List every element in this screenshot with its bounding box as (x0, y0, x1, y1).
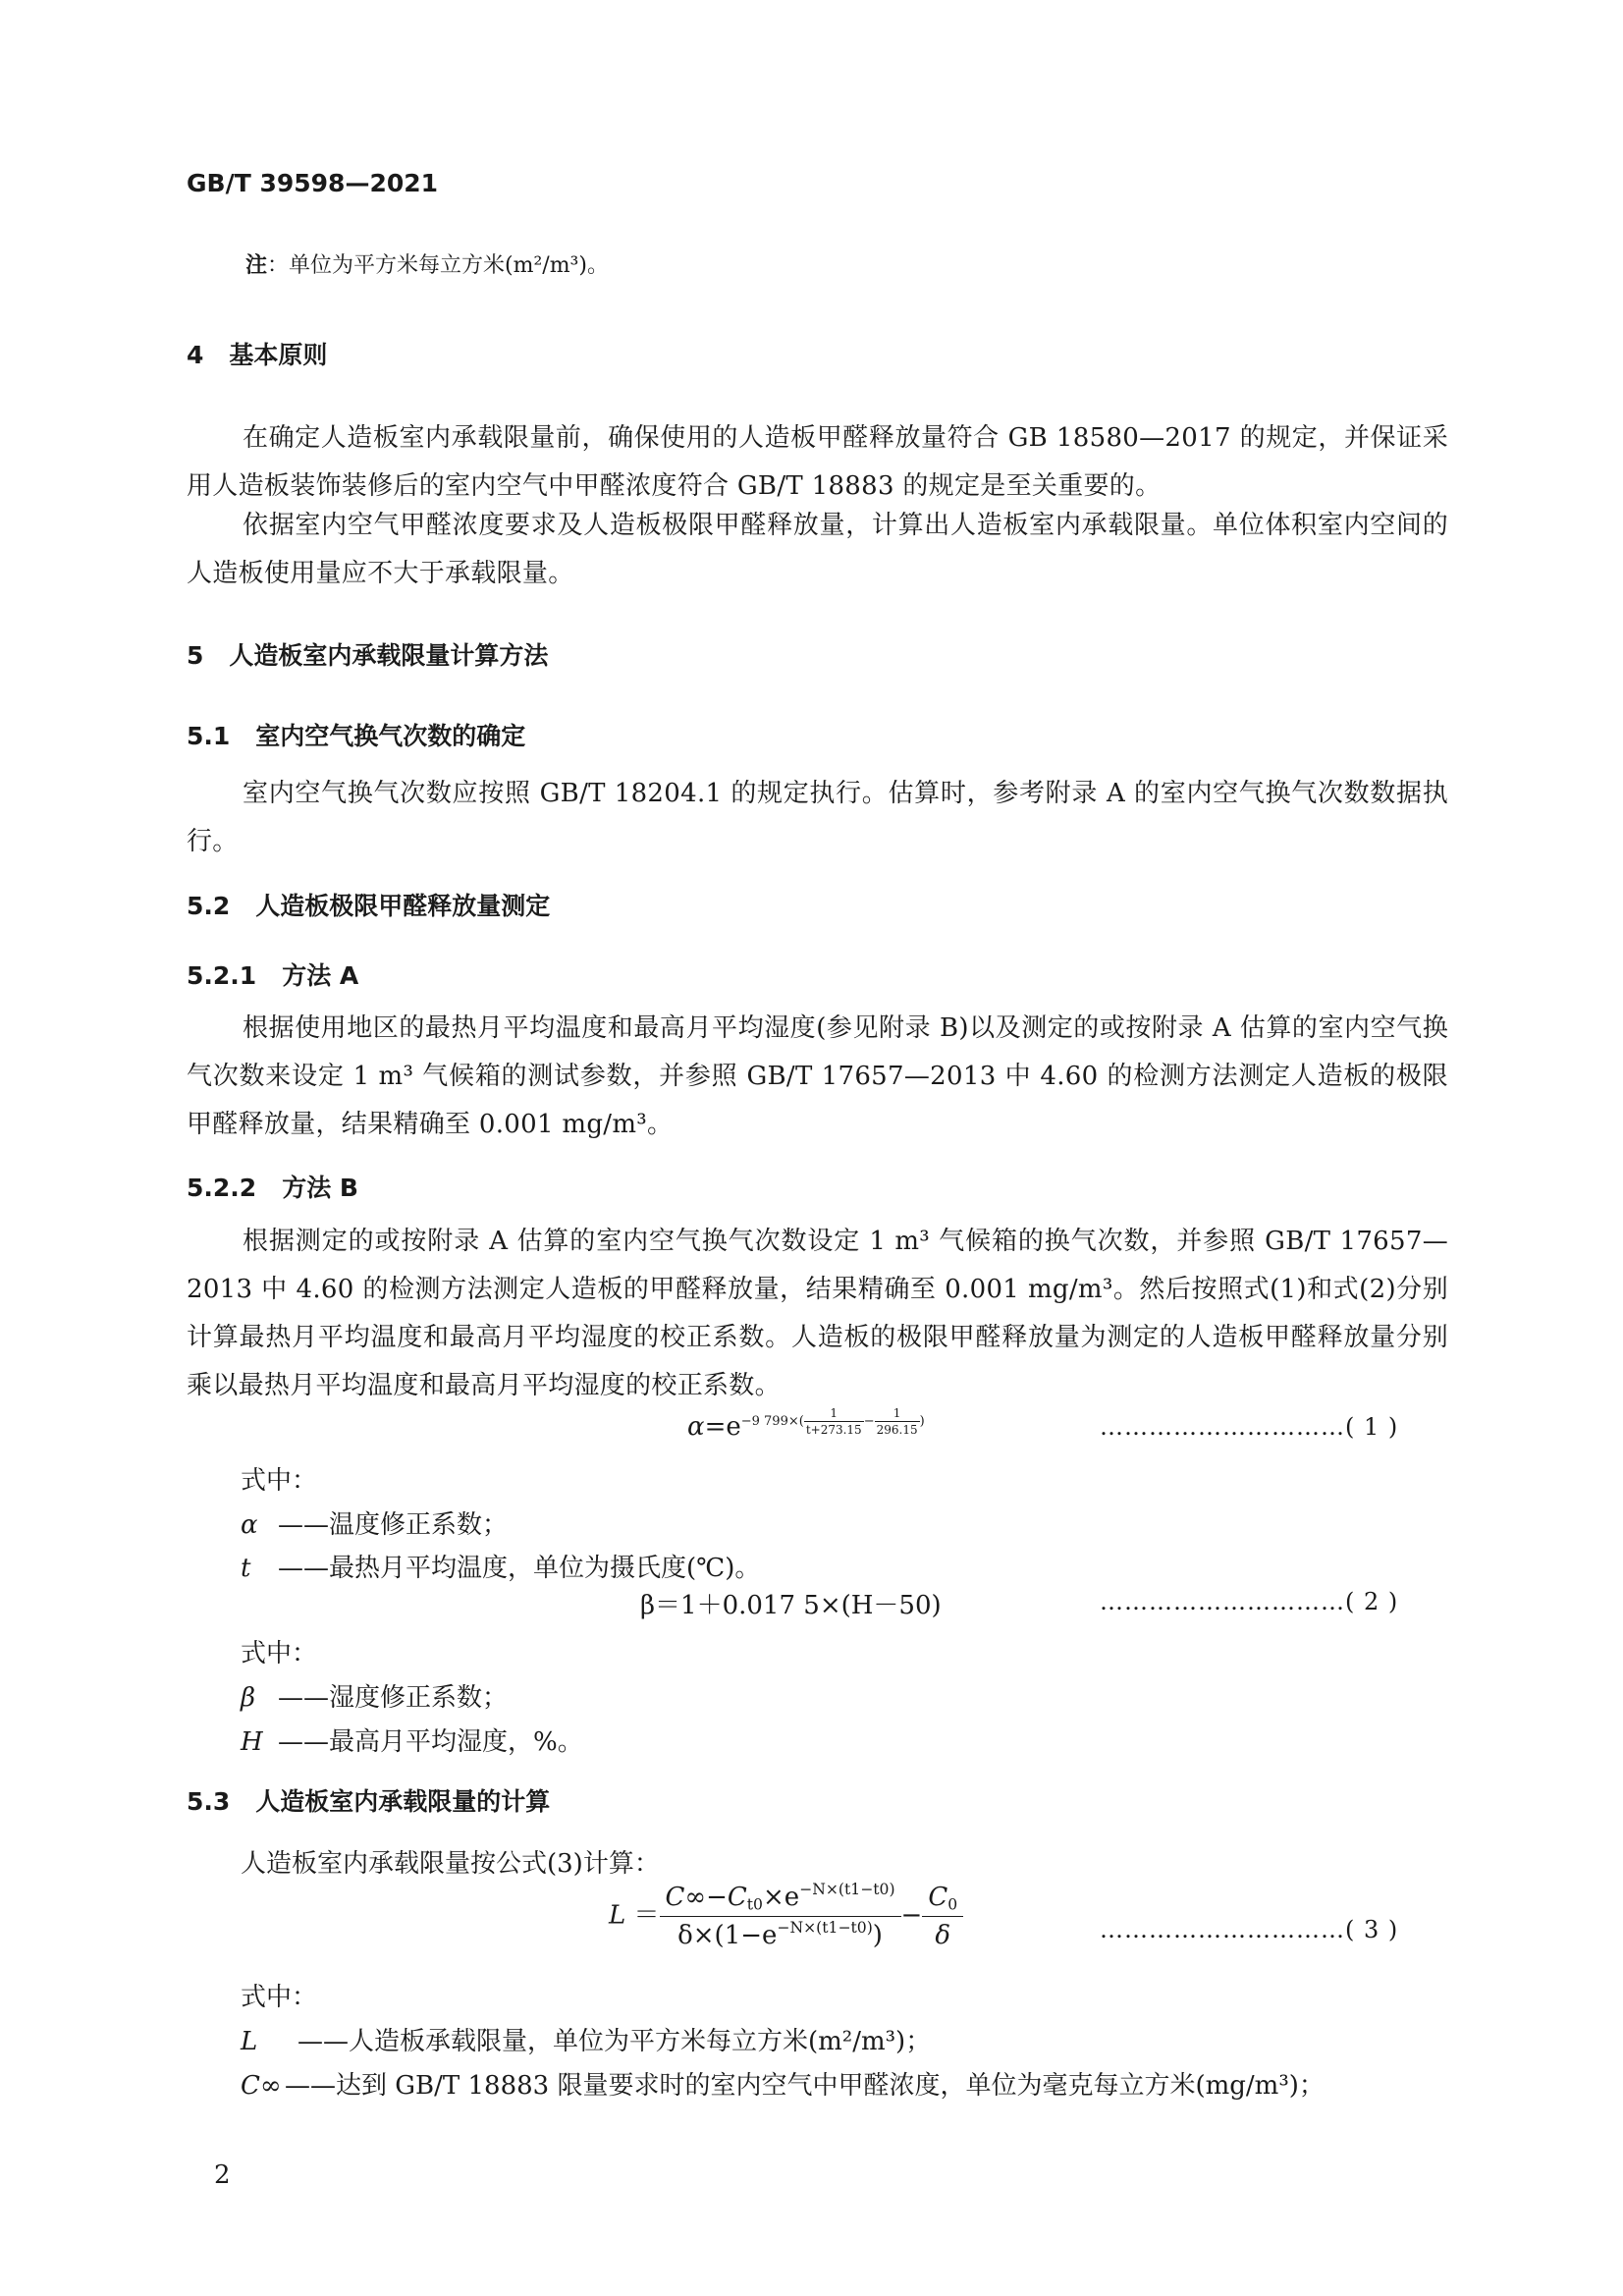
eq3-num-b: −C (706, 1883, 747, 1912)
eq3-frac2-num (922, 1883, 963, 1917)
section-title: 基本原则 (229, 341, 328, 369)
section-5-2-1-heading (187, 957, 358, 992)
section-title: 人造板室内承载限量计算方法 (229, 641, 549, 670)
eq3-den-a-exp: −N×(t1−t0) (777, 1919, 873, 1938)
eq1-exp-suffix: ) (919, 1414, 925, 1429)
equation-2-number: …………………………( 2 ) (1100, 1588, 1399, 1615)
eq3-frac2-num-sym: C (928, 1883, 948, 1912)
eq3-den-b: ) (872, 1921, 883, 1950)
def-beta-text: ——湿度修正系数； (278, 1683, 509, 1713)
def-Cinf (241, 2065, 1325, 2102)
def-beta-symbol: β (241, 1683, 256, 1713)
def-alpha-text: ——温度修正系数； (278, 1510, 509, 1540)
equation-3: L ＝ $\frac{C\infty-C_{t0}\times e^{-N\times(t1-t0)}}{\delta\times(1-e^{-N\times(t1-t0)})}$ − $\frac{C_0}{\delta}$ (609, 1883, 963, 1950)
def-L (241, 2021, 931, 2057)
section-title: 室内空气换气次数的确定 (255, 722, 526, 750)
section-5-2-2-heading (187, 1169, 358, 1204)
eq3-num-c-exp: −N×(t1−t0) (799, 1881, 895, 1899)
equation-2: β＝1＋0.017 5×(H－50) (640, 1591, 942, 1620)
equation-3-number: …………………………( 3 ) (1100, 1916, 1399, 1943)
def-Cinf-symbol: C∞ (241, 2071, 282, 2101)
eq3-frac2-num-sub: 0 (947, 1895, 958, 1914)
def-t-text: ——最热月平均温度，单位为摄氏度(℃)。 (278, 1554, 761, 1583)
equation-1-number: …………………………( 1 ) (1100, 1413, 1399, 1441)
note-label: 注 (245, 253, 268, 278)
def-L-symbol: L (241, 2027, 258, 2056)
where-label-1: 式中： (241, 1466, 318, 1496)
section-5-2-2-para: 根据测定的或按附录 A 估算的室内空气换气次数设定 1 m³ 气候箱的换气次数，并参照 GB/T 17657—2013 中 4.60 的检测方法测定人造板的甲醛释放量，结果精确至 0.001 mg/m³。然后按照式(1)和式(2)分别计算最热月平均温度和最高月平均湿度的校正系数。人造板的极限甲醛释放量为测定的人造板甲醛释放量分别乘以最热月平均温度和最高月平均湿度的校正系数。 (187, 1227, 1448, 1400)
where-label-2: 式中： (241, 1639, 318, 1668)
section-number: 4 (187, 341, 204, 369)
section-number: 5.2.2 (187, 1174, 257, 1202)
eq1-frac2-den: 296.15 (876, 1423, 918, 1437)
eq3-denominator (660, 1917, 901, 1950)
eq3-frac-main (660, 1883, 901, 1950)
section-number: 5.1 (187, 722, 231, 750)
equation-1 (687, 1406, 925, 1442)
section-title: 方法 B (282, 1174, 358, 1202)
section-title: 人造板极限甲醛释放量测定 (255, 892, 551, 920)
eq1-frac1-num: 1 (804, 1406, 864, 1422)
where-label-3: 式中： (241, 1983, 318, 2012)
eq3-lhs: L (609, 1900, 626, 1931)
def-alpha-symbol: α (241, 1510, 258, 1540)
def-Cinf-text: ——达到 GB/T 18883 限量要求时的室内空气中甲醛浓度，单位为毫克每立方米(mg/m³)； (285, 2071, 1325, 2101)
eq3-frac2-den-sym: δ (935, 1921, 951, 1950)
eq3-frac-second (922, 1883, 963, 1950)
eq3-num-b-sub: t0 (746, 1895, 763, 1914)
table-note (245, 248, 609, 279)
def-L-text: ——人造板承载限量，单位为平方米每立方米(m²/m³)； (298, 2027, 932, 2056)
section-5-2-heading (187, 887, 550, 922)
eq3-numerator (660, 1883, 901, 1917)
eq1-exp-frac-1 (804, 1406, 864, 1437)
eq3-minus: − (900, 1900, 923, 1931)
section-4-para-1: 在确定人造板室内承载限量前，确保使用的人造板甲醛释放量符合 GB 18580—2017 的规定，并保证采用人造板装饰装修后的室内空气中甲醛浓度符合 GB/T 18883 的规定是至关重要的。 (187, 423, 1448, 501)
eq1-lhs: α (687, 1411, 705, 1442)
eq1-frac1-den: t+273.15 (805, 1423, 862, 1437)
def-H-symbol: H (241, 1727, 263, 1757)
section-5-1-heading (187, 717, 525, 752)
section-title: 方法 A (282, 961, 359, 990)
section-4-heading (187, 336, 327, 371)
section-number: 5.2 (187, 892, 231, 920)
page-number: 2 (214, 2160, 231, 2190)
eq1-frac2-num: 1 (875, 1406, 920, 1422)
eq1-eq: =e (704, 1411, 741, 1442)
eq3-frac2-den (922, 1917, 963, 1950)
eq1-exp-prefix: −9 799×( (740, 1414, 804, 1429)
eq3-den-a: δ×(1−e (677, 1921, 778, 1950)
def-beta (241, 1677, 508, 1714)
eq1-exp-frac-2 (875, 1406, 920, 1437)
section-number: 5 (187, 641, 204, 670)
def-t-symbol: t (241, 1554, 251, 1583)
def-alpha (241, 1504, 508, 1541)
eq3-num-c: ×e (762, 1883, 800, 1912)
section-5-2-1-para: 根据使用地区的最热月平均温度和最高月平均湿度(参见附录 B)以及测定的或按附录 A 估算的室内空气换气次数来设定 1 m³ 气候箱的测试参数，并参照 GB/T 17657—2013 中 4.60 的检测方法测定人造板的极限甲醛释放量，结果精确至 0.001 mg/m³。 (187, 1013, 1448, 1139)
section-number: 5.2.1 (187, 961, 257, 990)
section-5-1-para: 室内空气换气次数应按照 GB/T 18204.1 的规定执行。估算时，参考附录 A 的室内空气换气次数数据执行。 (187, 779, 1448, 856)
def-t (241, 1548, 760, 1584)
note-text: ：单位为平方米每立方米(m²/m³)。 (267, 253, 609, 278)
section-4-para-2: 依据室内空气甲醛浓度要求及人造板极限甲醛释放量，计算出人造板室内承载限量。单位体积室内空间的人造板使用量应不大于承载限量。 (187, 511, 1448, 588)
eq1-exponent (741, 1406, 925, 1437)
def-H-text: ——最高月平均湿度，%。 (278, 1727, 583, 1757)
eq1-exp-minus: − (863, 1414, 875, 1429)
standard-code: GB/T 39598—2021 (187, 169, 439, 197)
def-H (241, 1722, 583, 1758)
section-5-3-heading (187, 1782, 550, 1818)
section-5-3-intro: 人造板室内承载限量按公式(3)计算： (241, 1849, 660, 1879)
section-5-heading (187, 636, 548, 672)
eq3-num-a: C∞ (665, 1883, 707, 1912)
section-title: 人造板室内承载限量的计算 (255, 1787, 551, 1816)
section-number: 5.3 (187, 1787, 231, 1816)
